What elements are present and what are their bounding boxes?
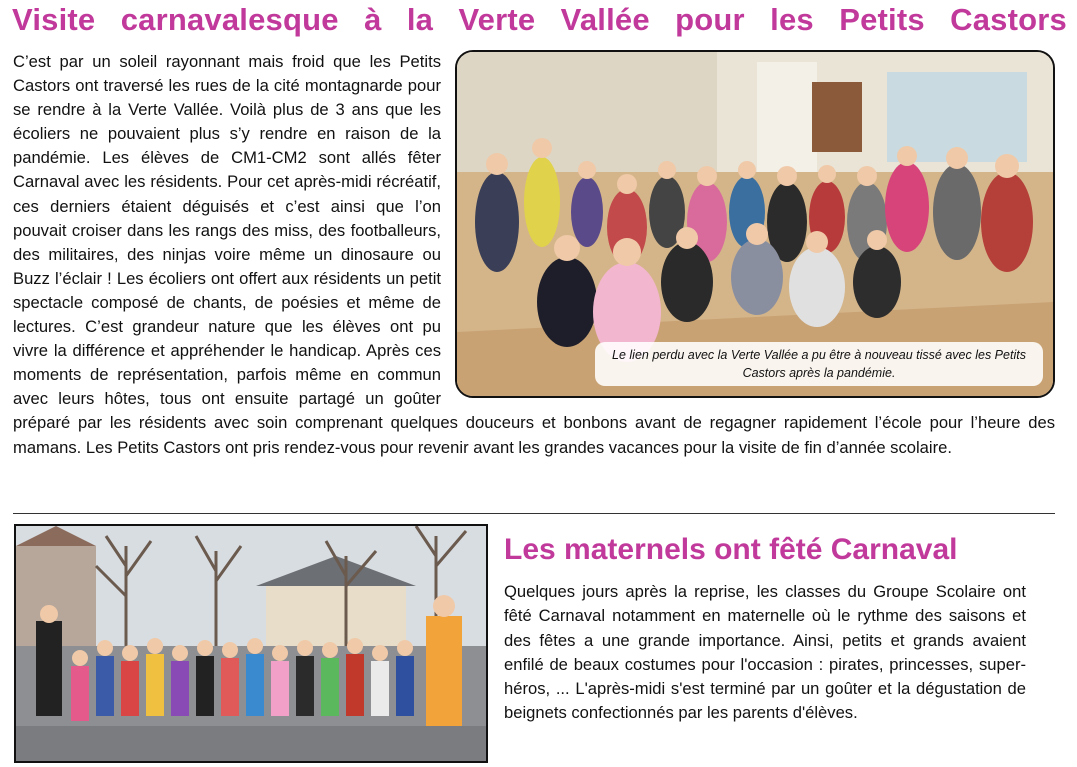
photo-carnival-group [16, 526, 486, 761]
photo-caption: Le lien perdu avec la Verte Vallée a pu être à nouveau tissé avec les Petits Castors après la pandémie. [595, 342, 1043, 386]
article-body: Quelques jours après la reprise, les classes du Groupe Scolaire ont fêté Carnaval notamment en maternelle où le rythme des saisons et des fêtes a une grande importance. Ainsi, petits et grands avaient enfilé de beaux costumes pour l'occasion : pirates, princesses, super-héros, ... L'après-midi s'est terminé par un goûter et la dégustation de beignets confectionnés par les parents d'élèves. [504, 582, 1026, 723]
article-body: C’est par un soleil rayonnant mais froid que les Petits Castors ont traversé les rues de la cité montagnarde pour se rendre à la Verte Vallée. Voilà plus de 3 ans que les écoliers ne pouvaient plus s’y rendre en raison de la pandémie. Les élèves de CM1-CM2 sont allés fêter Carnaval avec les résidents. Pour cet après-midi récréatif, ces derniers étaient déguisés et c’est ainsi que l’on pouvait croiser dans les rangs des miss, des footballeurs, des militaires, des ninjas voire même un dinosaure ou Buzz l’éclair ! Les écoliers ont offert aux résidents un petit spectacle composé de chants, de poésies et même de lectures. C’est grandeur nature que les élèves ont pu vivre la différence et appréhender le handicap. Après ces moments de représentation, parfois même en commun avec leurs hôtes, tous ont ensuite partagé un goûter préparé par les résidents avec soin comprenant quelques douceurs et bonbons avant de regagner rapidement l’école pour l’heure des mamans. Les Petits Castors ont pris rendez-vous pour revenir avant les grandes vacances pour la visite de fin d’année scolaire. [13, 52, 1055, 457]
article-visite [13, 50, 1055, 460]
article-title-visite: Visite carnavalesque à la Verte Vallée pour les Petits Castors [12, 2, 1067, 37]
photo-maternelle [14, 524, 488, 763]
section-divider [13, 513, 1055, 514]
photo-verte-vallee [455, 50, 1055, 398]
article-maternels [504, 580, 1026, 726]
article-title-maternels: Les maternels ont fêté Carnaval [504, 533, 958, 566]
